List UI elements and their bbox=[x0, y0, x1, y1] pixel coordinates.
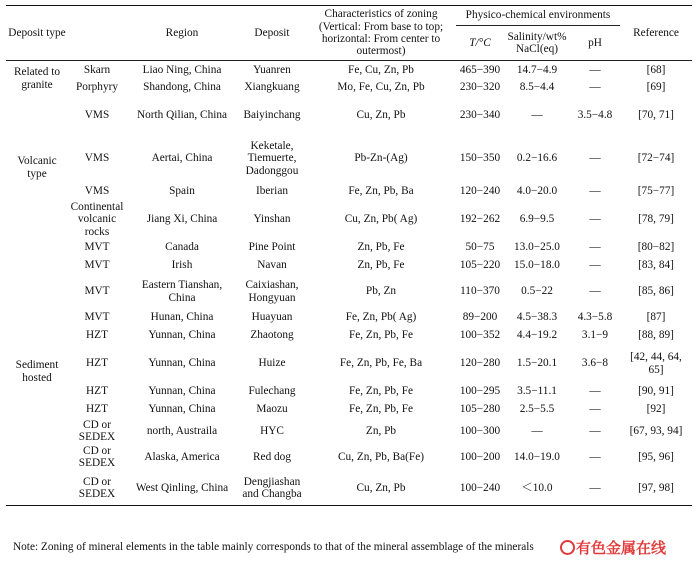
cell-temperature: 192−262 bbox=[459, 213, 501, 226]
cell-region: Eastern Tianshan, China bbox=[141, 279, 223, 304]
cell-ph: — bbox=[589, 152, 601, 165]
cell-zoning: Fe, Zn, Pb, Fe bbox=[348, 403, 414, 416]
cell-temperature: 105−280 bbox=[459, 403, 501, 416]
table-row bbox=[6, 471, 692, 505]
cell-zoning: Fe, Cu, Zn, Pb bbox=[348, 63, 414, 76]
cell-deposit-subtype: MVT bbox=[84, 259, 110, 272]
cell-zoning: Fe, Zn, Pb, Ba bbox=[348, 185, 414, 198]
cell-zoning: Cu, Zn, Pb( Ag) bbox=[344, 213, 418, 226]
cell-ph: 3.5−4.8 bbox=[577, 109, 613, 122]
cell-salinity: 1.5−20.1 bbox=[516, 357, 558, 370]
watermark-logo bbox=[560, 537, 666, 558]
cell-salinity: 13.0−25.0 bbox=[514, 241, 560, 254]
cell-reference: [42, 44, 64, 65] bbox=[630, 351, 682, 376]
table-row bbox=[6, 327, 692, 345]
cell-deposit-subtype: MVT bbox=[84, 285, 110, 298]
cell-zoning: Mo, Fe, Cu, Zn, Pb bbox=[337, 81, 425, 94]
cell-deposit-subtype: CD or SEDEX bbox=[78, 418, 116, 443]
cell-region: Canada bbox=[165, 241, 199, 254]
cell-reference: [92] bbox=[646, 403, 666, 416]
cell-deposit-subtype: HZT bbox=[86, 385, 108, 398]
cell-temperature: 110−370 bbox=[460, 285, 500, 298]
table-row bbox=[6, 239, 692, 257]
cell-deposit-subtype: MVT bbox=[84, 311, 110, 324]
cell-deposit-subtype: VMS bbox=[84, 152, 110, 165]
table-row bbox=[6, 135, 692, 183]
cell-salinity: 4.5−38.3 bbox=[516, 311, 558, 324]
cell-deposit-name: Yinshan bbox=[253, 213, 291, 226]
cell-salinity: — bbox=[531, 424, 543, 437]
cell-region: north, Austraila bbox=[146, 424, 218, 437]
table-row bbox=[6, 275, 692, 309]
cell-ph: — bbox=[589, 481, 601, 494]
cell-reference: [78, 79] bbox=[638, 213, 674, 226]
cell-deposit-subtype: Continental volcanic rocks bbox=[70, 200, 124, 238]
cell-reference: [69] bbox=[646, 81, 666, 94]
cell-deposit-name: Caixiashan, Hongyuan bbox=[245, 279, 299, 304]
cell-salinity: 15.0−18.0 bbox=[514, 259, 560, 272]
cell-salinity: 3.5−11.1 bbox=[517, 385, 557, 398]
cell-salinity: 6.9−9.5 bbox=[519, 213, 555, 226]
cell-salinity: 2.5−5.5 bbox=[519, 403, 555, 416]
cell-deposit-subtype: Porphyry bbox=[75, 81, 119, 94]
cell-ph: — bbox=[589, 259, 601, 272]
table-row bbox=[6, 61, 692, 79]
cell-deposit-name: Maozu bbox=[256, 403, 288, 416]
table-row bbox=[6, 183, 692, 201]
cell-deposit-subtype: HZT bbox=[86, 357, 108, 370]
cell-temperature: 465−390 bbox=[459, 63, 501, 76]
cell-zoning: Fe, Zn, Pb, Fe, Ba bbox=[339, 357, 423, 370]
cell-temperature: 105−220 bbox=[459, 259, 501, 272]
table-note: Note: Zoning of mineral elements in the table mainly corresponds to that of the mineral assemblage of the minerals bbox=[13, 541, 534, 553]
cell-ph: — bbox=[589, 285, 601, 298]
cell-reference: [88, 89] bbox=[638, 329, 674, 342]
cell-zoning: Cu, Zn, Pb, Ba(Fe) bbox=[338, 451, 424, 464]
cell-deposit-subtype: Skarn bbox=[83, 63, 111, 76]
cell-ph: 3.6−8 bbox=[581, 357, 609, 370]
cell-zoning: Cu, Zn, Pb bbox=[356, 481, 406, 494]
cell-deposit-name: Zhaotong bbox=[250, 329, 294, 342]
cell-temperature: 100−352 bbox=[459, 329, 501, 342]
cell-region: Yunnan, China bbox=[148, 357, 216, 370]
cell-zoning: Pb-Zn-(Ag) bbox=[354, 152, 408, 165]
cell-temperature: 100−300 bbox=[459, 424, 501, 437]
cell-region: West Qinling, China bbox=[135, 481, 229, 494]
cell-ph: — bbox=[589, 424, 601, 437]
cell-salinity: 4.4−19.2 bbox=[516, 329, 558, 342]
cell-ph: — bbox=[589, 241, 601, 254]
cell-deposit-subtype: VMS bbox=[84, 185, 110, 198]
cell-deposit-subtype: HZT bbox=[86, 403, 108, 416]
cell-deposit-name: Huize bbox=[258, 357, 286, 370]
cell-salinity: ＜10.0 bbox=[521, 481, 553, 494]
cell-ph: — bbox=[589, 451, 601, 464]
cell-deposit-name: Fulechang bbox=[248, 385, 296, 398]
cell-reference: [67, 93, 94] bbox=[629, 424, 683, 437]
cell-reference: [85, 86] bbox=[638, 285, 674, 298]
cell-zoning: Fe, Zn, Pb( Ag) bbox=[345, 311, 417, 324]
header-deposit-type: Deposit type bbox=[6, 6, 68, 61]
cell-salinity: 14.0−19.0 bbox=[514, 451, 560, 464]
cell-reference: [83, 84] bbox=[638, 259, 674, 272]
cell-region: Yunnan, China bbox=[148, 403, 216, 416]
cell-salinity: 0.2−16.6 bbox=[516, 152, 558, 165]
cell-temperature: 100−240 bbox=[459, 481, 501, 494]
cell-region: Hunan, China bbox=[150, 311, 214, 324]
header-ph: pH bbox=[570, 26, 620, 61]
cell-deposit-name: Xiangkuang bbox=[244, 81, 300, 94]
cell-temperature: 89−200 bbox=[462, 311, 498, 324]
cell-ph: 3.1−9 bbox=[581, 329, 609, 342]
cell-zoning: Fe, Zn, Pb, Fe bbox=[348, 329, 414, 342]
cell-deposit-name: Yuanren bbox=[253, 63, 291, 76]
cell-temperature: 120−280 bbox=[459, 357, 501, 370]
header-deposit: Deposit bbox=[238, 6, 306, 61]
cell-salinity: 4.0−20.0 bbox=[516, 185, 558, 198]
header-temperature: T/°C bbox=[456, 26, 504, 61]
cell-salinity: 8.5−4.4 bbox=[519, 81, 555, 94]
cell-deposit-name: Dengjiashan and Changba bbox=[242, 475, 302, 501]
cell-region: Yunnan, China bbox=[148, 385, 216, 398]
cell-region: Alaska, America bbox=[144, 451, 220, 464]
cell-zoning: Zn, Pb, Fe bbox=[357, 259, 405, 272]
cell-deposit-name: Red dog bbox=[253, 451, 291, 464]
cell-deposit-subtype: CD or SEDEX bbox=[78, 475, 116, 501]
cell-zoning: Zn, Pb bbox=[365, 424, 397, 437]
cell-ph: — bbox=[589, 213, 601, 226]
cell-region: Shandong, China bbox=[143, 81, 221, 94]
table-row bbox=[6, 309, 692, 327]
cell-ph: — bbox=[589, 385, 601, 398]
header-physico-chemical: Physico-chemical environments bbox=[456, 6, 620, 26]
cell-reference: [80−82] bbox=[637, 241, 675, 254]
cell-reference: [90, 91] bbox=[638, 385, 674, 398]
cell-temperature: 150−350 bbox=[459, 152, 501, 165]
table-row bbox=[6, 443, 692, 471]
cell-temperature: 100−295 bbox=[459, 385, 501, 398]
cell-region: Liao Ning, China bbox=[142, 63, 222, 76]
cell-temperature: 50−75 bbox=[465, 241, 495, 254]
cell-deposit-name: HYC bbox=[260, 424, 284, 437]
header-reference: Reference bbox=[620, 6, 692, 61]
cell-deposit-name: Keketale, Tiemuerte, Dadonggou bbox=[245, 139, 299, 177]
deposit-type-group: Volcanic type bbox=[17, 155, 57, 180]
cell-region: Jiang Xi, China bbox=[146, 213, 218, 226]
cell-ph: — bbox=[589, 63, 601, 76]
table-row bbox=[6, 201, 692, 239]
cell-deposit-subtype: CD or SEDEX bbox=[78, 444, 116, 470]
cell-temperature: 120−240 bbox=[459, 185, 501, 198]
cell-deposit-subtype: MVT bbox=[84, 241, 110, 254]
cell-temperature: 100−200 bbox=[459, 451, 501, 464]
cell-temperature: 230−320 bbox=[459, 81, 501, 94]
cell-region: North Qilian, China bbox=[136, 109, 228, 122]
table-row bbox=[6, 79, 692, 97]
watermark-icon bbox=[560, 540, 575, 555]
header-salinity: Salinity/wt% NaCl(eq) bbox=[504, 26, 570, 61]
cell-reference: [72−74] bbox=[637, 152, 675, 165]
cell-deposit-subtype: VMS bbox=[84, 109, 110, 122]
cell-deposit-name: Iberian bbox=[256, 185, 288, 198]
header-zoning: Characteristics of zoning (Vertical: From base to top; horizontal: From center to outermost) bbox=[306, 6, 456, 61]
cell-deposit-name: Huayuan bbox=[251, 311, 293, 324]
cell-deposit-name: Pine Point bbox=[248, 241, 296, 254]
deposit-type-group: Sediment hosted bbox=[15, 359, 59, 384]
cell-reference: [75−77] bbox=[637, 185, 675, 198]
cell-zoning: Cu, Zn, Pb bbox=[356, 109, 406, 122]
cell-deposit-subtype: HZT bbox=[86, 329, 108, 342]
deposit-zoning-table bbox=[6, 5, 692, 506]
table-row bbox=[6, 345, 692, 383]
cell-deposit-name: Baiyinchang bbox=[243, 109, 301, 122]
cell-zoning: Fe, Zn, Pb, Fe bbox=[348, 385, 414, 398]
table-row bbox=[6, 257, 692, 275]
watermark-text: 有色金属在线 bbox=[576, 539, 667, 557]
cell-region: Spain bbox=[169, 185, 195, 198]
cell-salinity: 0.5−22 bbox=[521, 285, 553, 298]
cell-ph: — bbox=[589, 185, 601, 198]
cell-reference: [70, 71] bbox=[638, 109, 674, 122]
cell-reference: [68] bbox=[646, 63, 666, 76]
header-blank bbox=[68, 6, 126, 61]
cell-zoning: Zn, Pb, Fe bbox=[357, 241, 405, 254]
cell-deposit-name: Navan bbox=[257, 259, 287, 272]
table-row bbox=[6, 383, 692, 401]
cell-ph: 4.3−5.8 bbox=[577, 311, 613, 324]
table-row bbox=[6, 401, 692, 419]
header-region: Region bbox=[126, 6, 238, 61]
cell-zoning: Pb, Zn bbox=[365, 285, 397, 298]
cell-reference: [95, 96] bbox=[638, 451, 674, 464]
cell-region: Irish bbox=[171, 259, 193, 272]
table-row bbox=[6, 97, 692, 135]
cell-ph: — bbox=[589, 81, 601, 94]
cell-salinity: — bbox=[531, 109, 543, 122]
cell-region: Aertai, China bbox=[151, 152, 213, 165]
cell-reference: [97, 98] bbox=[638, 481, 674, 494]
cell-reference: [87] bbox=[646, 311, 666, 324]
cell-temperature: 230−340 bbox=[459, 109, 501, 122]
cell-salinity: 14.7−4.9 bbox=[516, 63, 558, 76]
cell-region: Yunnan, China bbox=[148, 329, 216, 342]
table-row bbox=[6, 419, 692, 444]
deposit-type-group: Related to granite bbox=[13, 66, 61, 91]
cell-ph: — bbox=[589, 403, 601, 416]
